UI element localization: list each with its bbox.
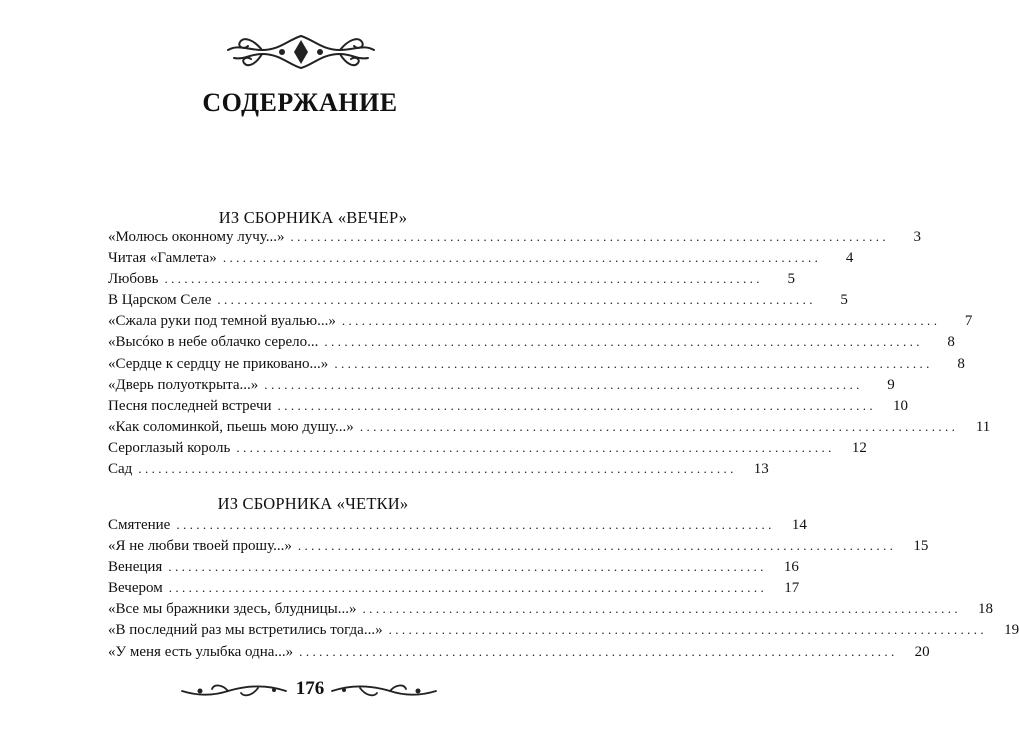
dot-leader: .......................................................................................... [324,334,923,350]
toc-entry[interactable]: Смятение .......................................................................................... 14 [108,514,518,535]
toc-entry[interactable]: Венеция .......................................................................................... 16 [108,556,518,577]
dot-leader: .......................................................................................... [176,517,775,532]
toc-entry[interactable]: «Как соломинкой, пьешь мою душу...» .......................................................................................... 11 [108,416,518,437]
toc-list-vecher [108,226,991,479]
toc-entry[interactable]: «Высóко в небе облачко серело... .......................................................................................... 8 [108,331,518,352]
flourish-ornament-icon [330,682,440,700]
dot-leader: .......................................................................................... [362,601,962,617]
page-title: СОДЕРЖАНИЕ [202,88,398,117]
dot-leader: .......................................................................................... [334,355,933,371]
dot-leader: .......................................................................................... [168,559,767,575]
toc-entry[interactable]: «Я не любви твоей прошу...» .......................................................................................... 15 [108,535,518,556]
toc-entry[interactable]: «Молюсь оконному лучу...» .......................................................................................... 3 [108,226,518,247]
dot-leader: .......................................................................................... [388,622,988,638]
section-heading-vecher: ИЗ СБОРНИКА «ВЕЧЕР» [218,208,408,227]
dot-leader: .......................................................................................... [217,292,816,308]
toc-entry[interactable]: «В последний раз мы встретились тогда...» .......................................................................................... 19 [108,619,518,640]
toc-entry[interactable]: Вечером .......................................................................................... 17 [108,577,518,598]
toc-entry[interactable]: Сад .......................................................................................... 13 [108,458,518,479]
flourish-ornament-icon [222,30,380,74]
toc-entry[interactable]: Сероглазый король .......................................................................................... 12 [108,437,518,458]
section-heading-chetki: ИЗ СБОРНИКА «ЧЕТКИ» [217,494,409,513]
dot-leader: .......................................................................................... [341,313,941,329]
page-number: 176 [295,678,325,699]
dot-leader: .......................................................................................... [277,397,877,413]
dot-leader: .......................................................................................... [168,580,768,596]
toc-list-chetki [108,514,1019,662]
dot-leader: .......................................................................................... [164,271,763,287]
dot-leader: .......................................................................................... [236,439,835,455]
toc-entry[interactable]: «Сердце к сердцу не приковано...» .......................................................................................... 8 [108,353,518,374]
toc-entry[interactable]: Песня последней встречи .......................................................................................... 10 [108,395,518,416]
toc-entry[interactable]: «Сжала руки под темной вуалью...» .......................................................................................... 7 [108,310,518,331]
dot-leader: .......................................................................................... [222,250,822,266]
dot-leader: .......................................................................................... [359,418,959,434]
dot-leader: .......................................................................................... [299,643,898,659]
page-footer [0,676,600,706]
flourish-ornament-icon [178,682,288,700]
toc-entry[interactable]: Читая «Гамлета» .......................................................................................... 4 [108,247,518,268]
toc-entry[interactable]: «Дверь полуоткрыта...» .......................................................................................... 9 [108,374,518,395]
toc-entry[interactable]: В Царском Селе .......................................................................................... 5 [108,289,518,310]
toc-entry[interactable]: «У меня есть улыбка одна...» .......................................................................................... 20 [108,641,518,662]
dot-leader: .......................................................................................... [138,461,737,477]
dot-leader: .......................................................................................... [264,376,863,392]
toc-entry[interactable]: «Все мы бражники здесь, блудницы...» .......................................................................................... 18 [108,598,518,619]
toc-entry[interactable]: Любовь .......................................................................................... 5 [108,268,518,289]
dot-leader: .......................................................................................... [297,538,897,554]
dot-leader: .......................................................................................... [290,229,890,244]
